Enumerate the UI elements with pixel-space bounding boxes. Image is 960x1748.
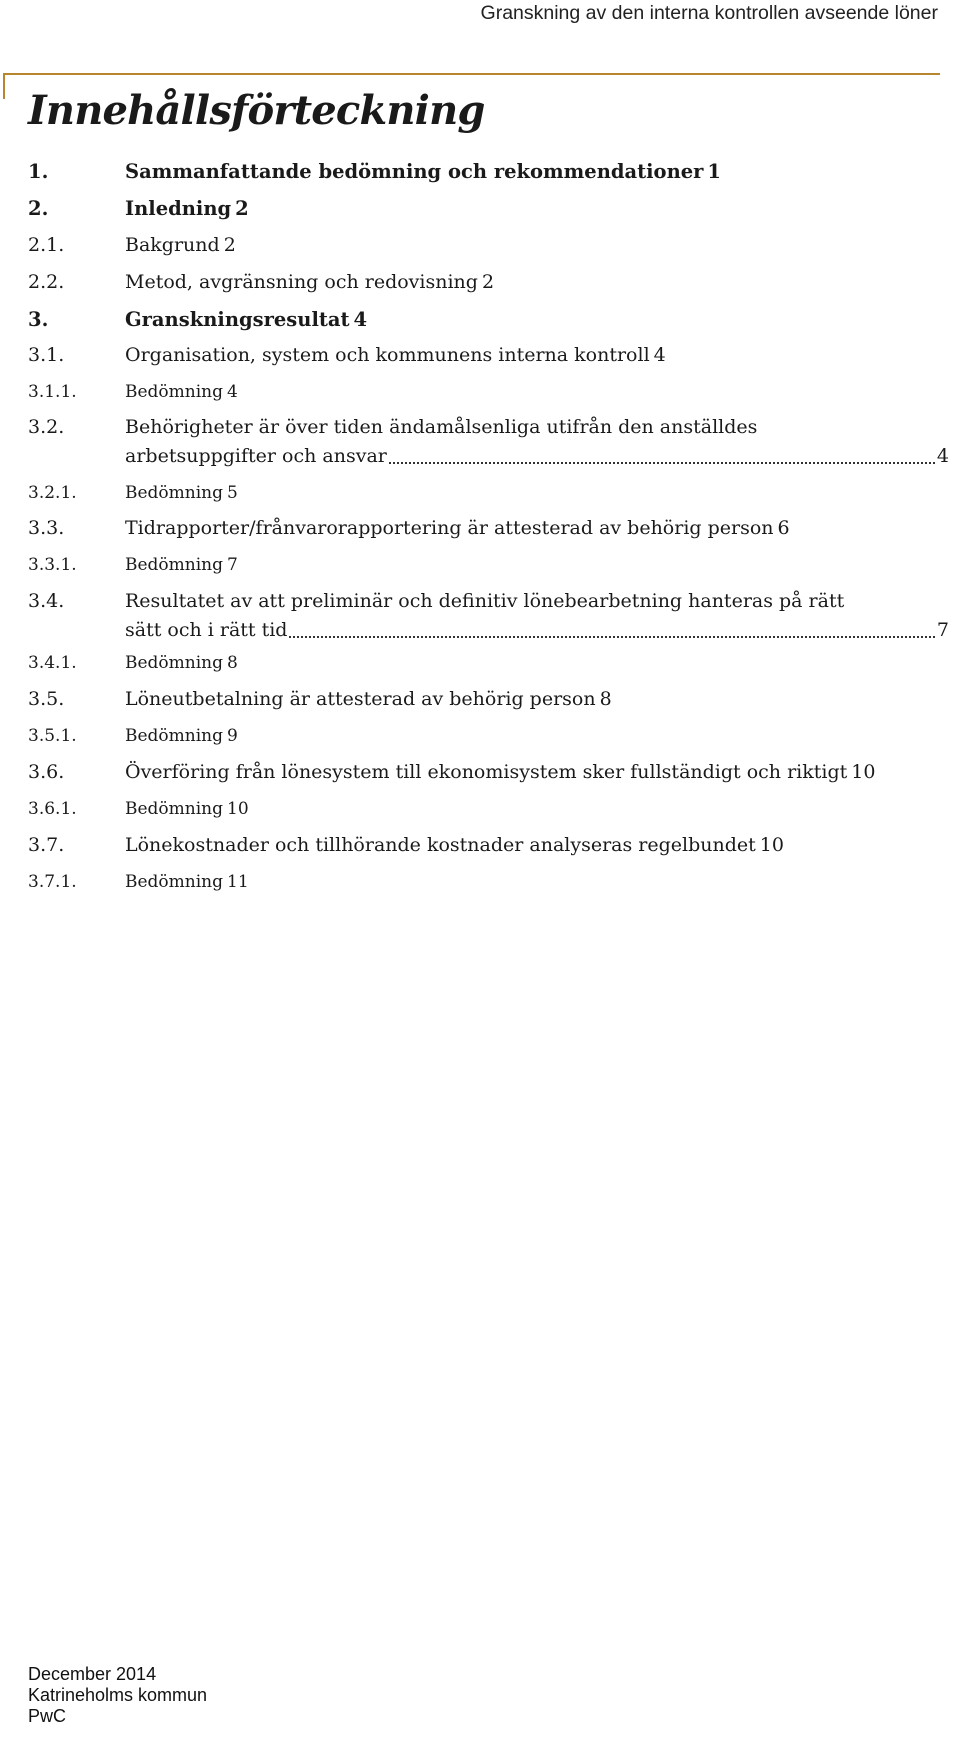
toc-entry-text bbox=[125, 795, 949, 824]
toc-entry-page-number: 4 bbox=[653, 344, 666, 366]
toc-entry-text bbox=[125, 758, 949, 787]
toc-entry-text bbox=[125, 268, 949, 297]
toc-entry-label: Lönekostnader och tillhörande kostnader analyseras regelbundet bbox=[125, 834, 756, 856]
toc-entry-text bbox=[125, 649, 949, 678]
header-rule bbox=[3, 73, 940, 75]
toc-entry-page-number: 7 bbox=[227, 555, 238, 575]
toc-entry-text bbox=[125, 831, 949, 860]
toc-entry-page-number: 7 bbox=[936, 619, 949, 641]
toc-entry-number: 2.2. bbox=[28, 271, 65, 293]
toc-entry-number: 3.7.1. bbox=[28, 872, 77, 892]
toc-entry-number: 2.1. bbox=[28, 234, 65, 256]
toc-entry[interactable] bbox=[28, 231, 949, 260]
running-header: Granskning av den interna kontrollen avseende löner bbox=[480, 2, 938, 24]
toc-entry-page-number: 10 bbox=[759, 834, 784, 856]
toc-entry-text bbox=[125, 378, 949, 407]
toc-entry-page-number: 9 bbox=[227, 726, 238, 746]
toc-entry-number: 3.4.1. bbox=[28, 653, 77, 673]
toc-entry-text bbox=[125, 514, 949, 543]
toc-entry[interactable] bbox=[28, 722, 949, 751]
toc-entry[interactable] bbox=[28, 514, 949, 543]
toc-entry[interactable] bbox=[28, 413, 949, 471]
toc-entry-label: Överföring från lönesystem till ekonomisystem sker fullständigt och riktigt bbox=[125, 761, 848, 783]
toc-entry-page-number: 2 bbox=[481, 271, 495, 293]
footer-organization: Katrineholms kommun bbox=[28, 1685, 208, 1705]
toc-entry-page-number: 8 bbox=[227, 653, 238, 673]
toc-entry-label: arbetsuppgifter och ansvar bbox=[125, 445, 387, 467]
toc-entry-label: Bedömning bbox=[125, 872, 224, 892]
toc-entry-label: Bedömning bbox=[125, 799, 224, 819]
toc-entry-text bbox=[125, 413, 949, 471]
toc-entry-text bbox=[125, 551, 949, 580]
toc-entry-number: 3.4. bbox=[28, 590, 65, 612]
toc-entry-number: 3.7. bbox=[28, 834, 65, 856]
toc-entry[interactable] bbox=[28, 479, 949, 508]
toc-entry[interactable] bbox=[28, 157, 949, 186]
toc-entry[interactable] bbox=[28, 868, 949, 897]
toc-entry-text bbox=[125, 587, 949, 645]
toc-entry-text bbox=[125, 722, 949, 751]
toc-entry-number: 3.3. bbox=[28, 517, 65, 539]
toc-entry-text bbox=[125, 194, 949, 223]
header-rule-tick bbox=[3, 73, 5, 99]
toc-entry[interactable] bbox=[28, 268, 949, 297]
toc-entry-page-number: 10 bbox=[227, 799, 249, 819]
toc-entry-label-line1: Behörigheter är över tiden ändamålsenliga utifrån den anställdes bbox=[125, 416, 758, 438]
toc-entry[interactable] bbox=[28, 378, 949, 407]
toc-entry-label: Tidrapporter/frånvarorapportering är attesterad av behörig person bbox=[125, 517, 774, 539]
toc-entry-number: 3.5.1. bbox=[28, 726, 77, 746]
toc-entry-page-number: 4 bbox=[936, 445, 949, 467]
toc-entry-page-number: 8 bbox=[599, 688, 612, 710]
toc-dot-leader bbox=[289, 636, 934, 638]
toc-entry-page-number: 2 bbox=[223, 234, 236, 256]
toc-entry[interactable] bbox=[28, 685, 949, 714]
toc-entry-page-number: 5 bbox=[227, 483, 238, 503]
toc-entry-text bbox=[125, 479, 949, 508]
toc-entry-text bbox=[125, 685, 949, 714]
toc-dot-leader bbox=[389, 462, 935, 464]
toc-entry[interactable] bbox=[28, 194, 949, 223]
toc-entry-label: sätt och i rätt tid bbox=[125, 619, 288, 641]
toc-entry[interactable] bbox=[28, 758, 949, 787]
toc-entry-text bbox=[125, 305, 949, 334]
toc-entry-number: 3. bbox=[28, 308, 49, 331]
toc-entry-label: Inledning bbox=[125, 197, 232, 220]
toc-entry-label: Organisation, system och kommunens interna kontroll bbox=[125, 344, 650, 366]
toc-entry-label: Granskningsresultat bbox=[125, 308, 350, 331]
toc-entry-number: 3.6. bbox=[28, 761, 65, 783]
toc-entry-number: 3.1. bbox=[28, 344, 65, 366]
toc-entry[interactable] bbox=[28, 341, 949, 370]
footer bbox=[28, 1664, 207, 1727]
toc-entry-text bbox=[125, 231, 949, 260]
toc-entry-label: Löneutbetalning är attesterad av behörig person bbox=[125, 688, 596, 710]
toc-entry-label: Bedömning bbox=[125, 382, 224, 402]
toc-entry-number: 3.5. bbox=[28, 688, 65, 710]
footer-date: December 2014 bbox=[28, 1664, 157, 1684]
toc-entry-label-line1: Resultatet av att preliminär och definitiv lönebearbetning hanteras på rätt bbox=[125, 590, 845, 612]
toc-entry-number: 3.2.1. bbox=[28, 483, 77, 503]
toc-entry-text bbox=[125, 341, 949, 370]
toc-entry-number: 2. bbox=[28, 197, 49, 220]
toc-entry-page-number: 6 bbox=[777, 517, 790, 539]
toc-entry-label: Bedömning bbox=[125, 555, 224, 575]
toc-entry-page-number: 4 bbox=[227, 382, 238, 402]
toc-entry[interactable] bbox=[28, 551, 949, 580]
toc-entry-text bbox=[125, 157, 949, 186]
toc-entry-page-number: 11 bbox=[227, 872, 249, 892]
toc-entry-page-number: 2 bbox=[235, 197, 249, 220]
toc-entry[interactable] bbox=[28, 649, 949, 678]
toc-entry-number: 1. bbox=[28, 160, 49, 183]
toc-entry-text bbox=[125, 868, 949, 897]
toc-entry[interactable] bbox=[28, 795, 949, 824]
toc-entry-label: Metod, avgränsning och redovisning bbox=[125, 271, 478, 293]
toc-entry-page-number: 10 bbox=[851, 761, 876, 783]
toc-title: Innehållsförteckning bbox=[28, 87, 485, 134]
footer-firm: PwC bbox=[28, 1706, 67, 1726]
toc-entry-label: Bedömning bbox=[125, 483, 224, 503]
toc-entry-label: Bakgrund bbox=[125, 234, 220, 256]
toc-entry[interactable] bbox=[28, 587, 949, 645]
toc-entry[interactable] bbox=[28, 831, 949, 860]
toc-entry-number: 3.2. bbox=[28, 416, 65, 438]
toc-entry[interactable] bbox=[28, 305, 949, 334]
toc-entry-page-number: 4 bbox=[353, 308, 368, 331]
toc-entry-number: 3.1.1. bbox=[28, 382, 77, 402]
toc-entry-number: 3.3.1. bbox=[28, 555, 77, 575]
toc-entry-label: Bedömning bbox=[125, 726, 224, 746]
toc-entry-label: Sammanfattande bedömning och rekommendationer bbox=[125, 160, 704, 183]
toc-entry-number: 3.6.1. bbox=[28, 799, 77, 819]
toc-entry-page-number: 1 bbox=[707, 160, 721, 183]
toc-entry-label: Bedömning bbox=[125, 653, 224, 673]
